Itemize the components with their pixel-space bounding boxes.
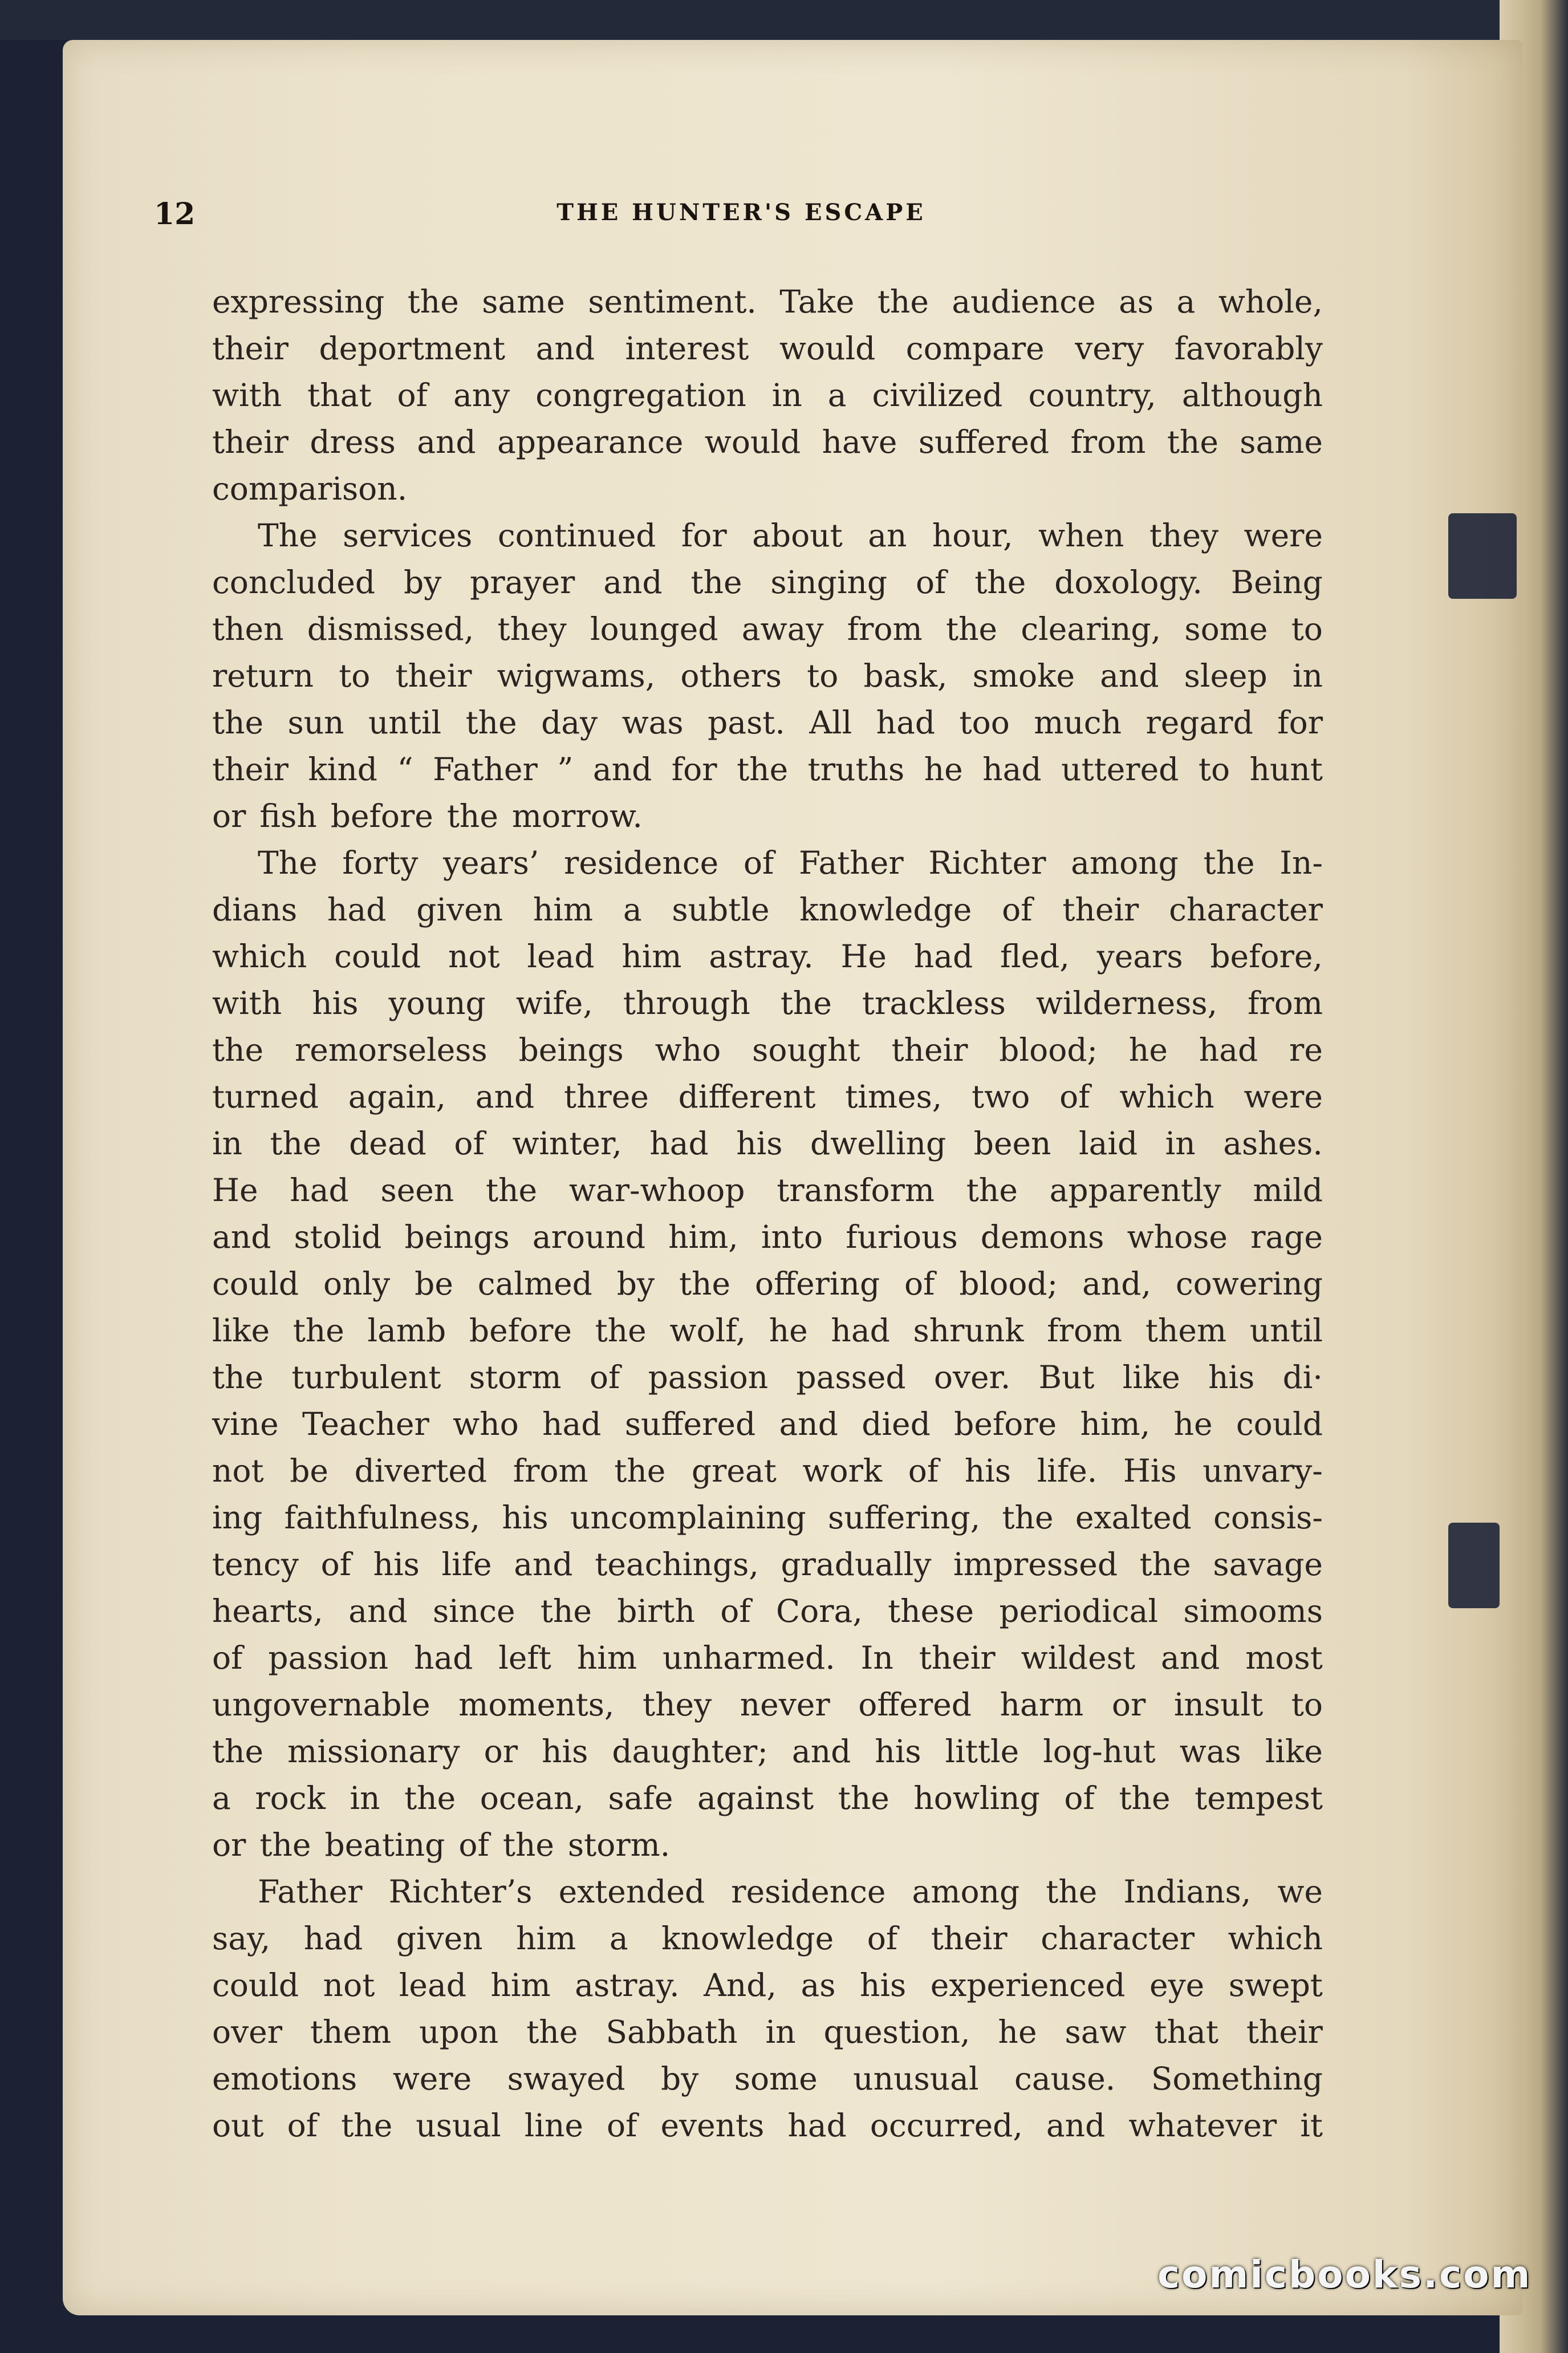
- text-line: the missionary or his daughter; and his little log-hut was like: [212, 1733, 1323, 1770]
- text-line: could only be calmed by the offering of blood; and, cowering: [212, 1265, 1323, 1302]
- text-line: return to their wigwams, others to bask, smoke and sleep in: [212, 658, 1323, 694]
- text-line: hearts, and since the birth of Cora, these periodical simooms: [212, 1593, 1323, 1629]
- text-line: The services continued for about an hour, when they were: [258, 517, 1323, 554]
- page-number: 12: [154, 197, 196, 232]
- page-header: [154, 197, 1329, 231]
- text-line: then dismissed, they lounged away from the clearing, some to: [212, 611, 1323, 647]
- text-line: with his young wife, through the trackless wilderness, from: [212, 985, 1323, 1021]
- text-line: not be diverted from the great work of his life. His unvary-: [212, 1453, 1323, 1489]
- text-line: over them upon the Sabbath in question, he saw that their: [212, 2014, 1323, 2050]
- text-line: the sun until the day was past. All had too much regard for: [212, 704, 1323, 741]
- text-line: the turbulent storm of passion passed over. But like his di·: [212, 1359, 1323, 1395]
- text-line: of passion had left him unharmed. In their wildest and most: [212, 1640, 1323, 1676]
- text-line: their deportment and interest would compare very favorably: [212, 330, 1323, 367]
- text-line: and stolid beings around him, into furious demons whose rage: [212, 1219, 1323, 1255]
- text-line: in the dead of winter, had his dwelling been laid in ashes.: [212, 1125, 1323, 1162]
- text-line: could not lead him astray. And, as his experienced eye swept: [212, 1967, 1323, 2003]
- text-line: which could not lead him astray. He had fled, years before,: [212, 938, 1323, 975]
- text-line: emotions were swayed by some unusual cause. Something: [212, 2060, 1323, 2097]
- text-line: their kind “ Father ” and for the truths he had uttered to hunt: [212, 751, 1323, 788]
- text-line: the remorseless beings who sought their blood; he had re: [212, 1032, 1323, 1068]
- text-line: with that of any congregation in a civilized country, although: [212, 377, 1323, 413]
- text-line: a rock in the ocean, safe against the howling of the tempest: [212, 1780, 1323, 1816]
- binding-smudge: [1448, 1523, 1500, 1608]
- watermark: comicbooks.com: [1157, 2253, 1532, 2297]
- binding-smudge: [1448, 513, 1517, 599]
- text-line: The forty years’ residence of Father Richter among the In-: [258, 845, 1323, 881]
- text-line: He had seen the war-whoop transform the apparently mild: [212, 1172, 1323, 1208]
- scan-background-top: [0, 0, 1568, 40]
- text-line: turned again, and three different times, two of which were: [212, 1078, 1323, 1115]
- text-line: ungovernable moments, they never offered harm or insult to: [212, 1686, 1323, 1723]
- text-line: expressing the same sentiment. Take the audience as a whole,: [212, 283, 1323, 320]
- text-line: their dress and appearance would have suffered from the same: [212, 424, 1323, 460]
- body-text: [212, 278, 1323, 2149]
- running-head: THE HUNTER'S ESCAPE: [556, 199, 926, 226]
- text-line: concluded by prayer and the singing of the doxology. Being: [212, 564, 1323, 601]
- text-line: like the lamb before the wolf, he had shrunk from them until: [212, 1312, 1323, 1349]
- text-line: or the beating of the storm.: [212, 1827, 671, 1863]
- text-line: ing faithfulness, his uncomplaining suffering, the exalted consis-: [212, 1499, 1323, 1536]
- text-line: tency of his life and teachings, gradually impressed the savage: [212, 1546, 1323, 1583]
- text-line: comparison.: [212, 470, 408, 507]
- text-line: Father Richter’s extended residence among the Indians, we: [258, 1873, 1323, 1910]
- text-line: vine Teacher who had suffered and died before him, he could: [212, 1406, 1323, 1442]
- text-line: or fish before the morrow.: [212, 798, 643, 834]
- text-line: out of the usual line of events had occurred, and whatever it: [212, 2107, 1323, 2144]
- text-line: say, had given him a knowledge of their character which: [212, 1920, 1323, 1957]
- text-line: dians had given him a subtle knowledge of their character: [212, 891, 1323, 928]
